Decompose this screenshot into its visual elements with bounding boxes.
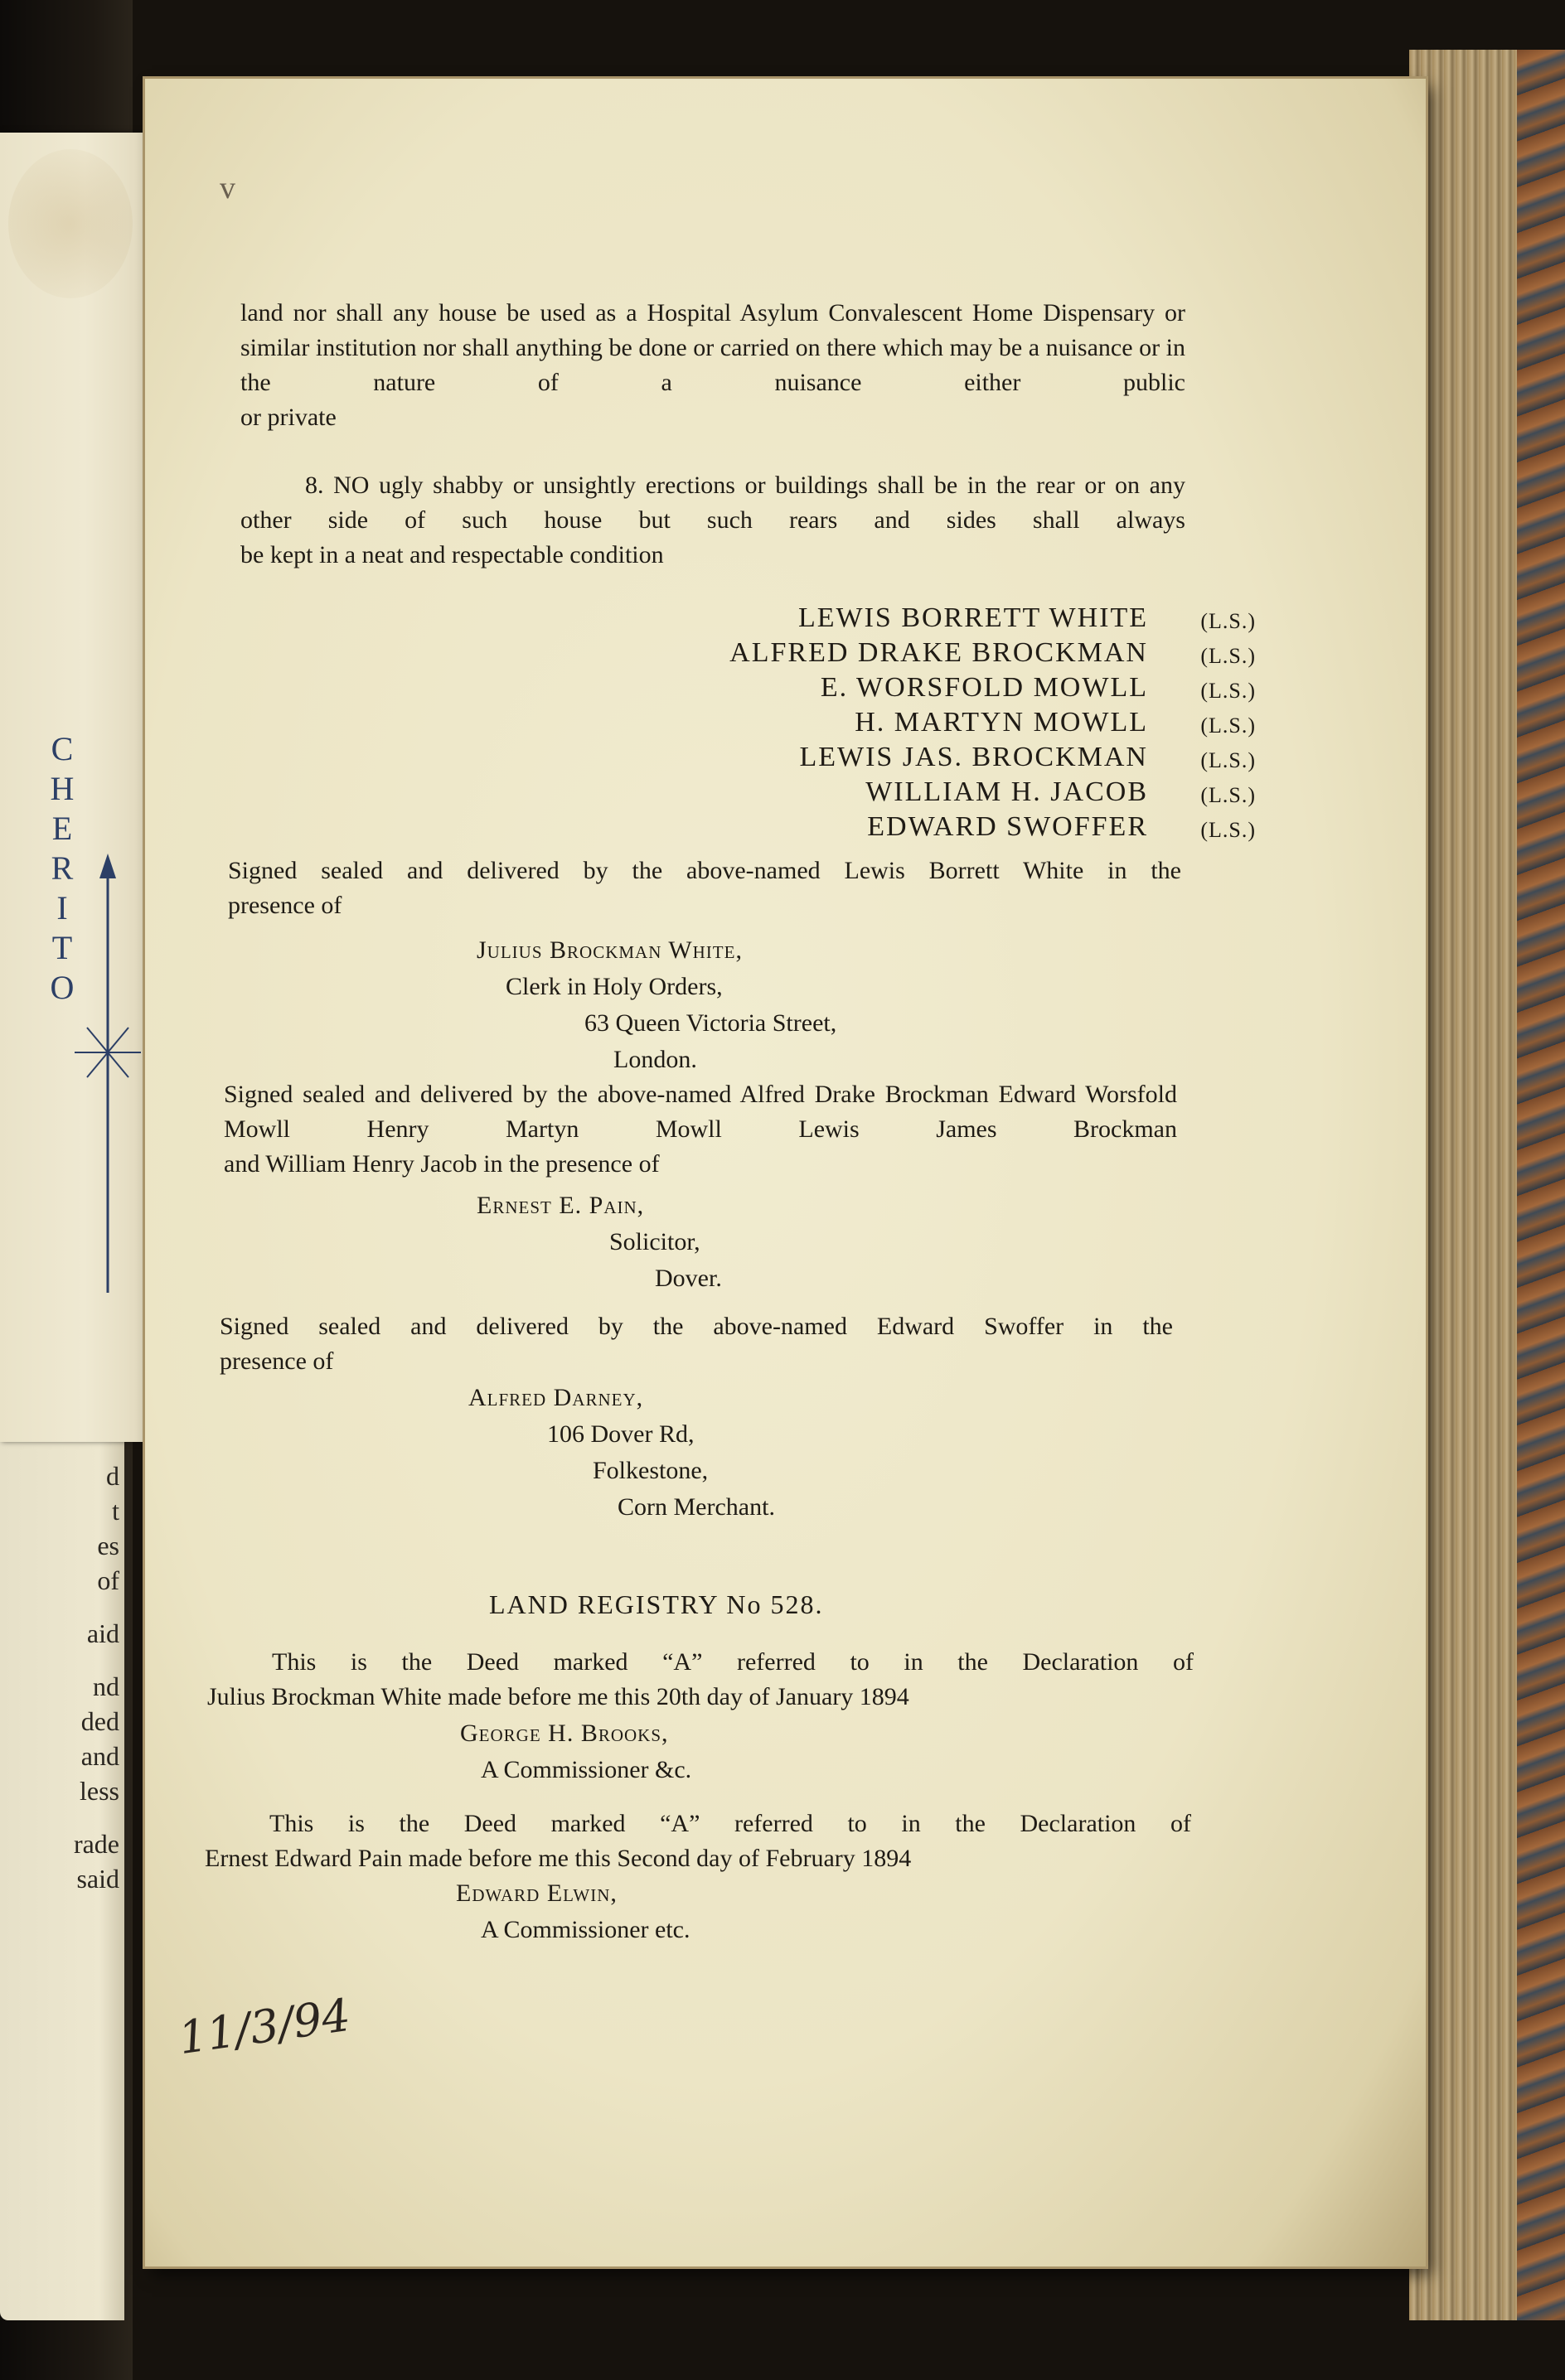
commissioner-title: A Commissioner &c. bbox=[481, 1756, 692, 1783]
witness-name-text: Alfred Darney, bbox=[468, 1384, 644, 1411]
paragraph-last-line: be kept in a neat and respectable condition bbox=[240, 541, 664, 568]
map-letter: T bbox=[51, 929, 73, 966]
declaration-text: This is the Deed marked “A” referred to in the Declaration of bbox=[269, 1810, 1191, 1837]
covenant-paragraph-8 bbox=[240, 468, 1185, 573]
left-gap bbox=[3, 1651, 119, 1669]
attestation-text: Signed sealed and delivered by the above-named Lewis Borrett White in the bbox=[228, 857, 1181, 884]
attestation-2 bbox=[224, 1077, 1177, 1182]
witness-address: 63 Queen Victoria Street, bbox=[584, 1009, 837, 1037]
declaration-last-line: Ernest Edward Pain made before me this Second day of February 1894 bbox=[205, 1845, 912, 1872]
covenant-paragraph-7 bbox=[240, 296, 1185, 435]
paragraph-last-line: or private bbox=[240, 404, 337, 431]
attestation-last-line: and William Henry Jacob in the presence of bbox=[224, 1150, 660, 1178]
left-fragment: aid bbox=[86, 1618, 119, 1648]
left-fragment: and bbox=[80, 1741, 119, 1771]
witness-city: Dover. bbox=[655, 1265, 722, 1292]
registry-declaration-1 bbox=[207, 1645, 1194, 1715]
attestation-text: Signed sealed and delivered by the above-named Alfred Drake Brockman Edward Worsfold Mowll Henry Martyn Mowll Lewis James Brockman bbox=[224, 1081, 1177, 1143]
registry-declaration-2 bbox=[205, 1807, 1191, 1876]
left-gap bbox=[3, 1598, 119, 1616]
marbled-board bbox=[1517, 50, 1565, 2320]
left-page bbox=[0, 1442, 124, 2320]
signatory-name: LEWIS JAS. BROCKMAN bbox=[799, 742, 1148, 772]
map-letter: H bbox=[50, 770, 75, 807]
page-body bbox=[145, 79, 1426, 2266]
left-fragment: of bbox=[97, 1565, 119, 1595]
left-page-text bbox=[3, 1458, 119, 1896]
commissioner-name-text: George H. Brooks, bbox=[460, 1720, 669, 1747]
attestation-last-line: presence of bbox=[220, 1347, 334, 1375]
seal-mark: (L.S.) bbox=[1200, 714, 1256, 738]
registry-heading: LAND REGISTRY No 528. bbox=[489, 1589, 824, 1619]
paragraph-text: 8. NO ugly shabby or unsightly erections or buildings shall be in the rear or on any other side of such house but such rears and sides shall always bbox=[240, 472, 1185, 534]
left-fragment: es bbox=[97, 1531, 119, 1560]
seal-mark: (L.S.) bbox=[1200, 818, 1256, 842]
attestation-3 bbox=[220, 1309, 1173, 1379]
declaration-last-line: Julius Brockman White made before me this 20th day of January 1894 bbox=[207, 1683, 909, 1710]
map-letter: I bbox=[56, 889, 68, 926]
witness-occupation: Solicitor, bbox=[609, 1228, 700, 1255]
attestation-text: Signed sealed and delivered by the above-named Edward Swoffer in the bbox=[220, 1313, 1173, 1340]
map-letter: E bbox=[51, 810, 73, 847]
map-letter: C bbox=[51, 730, 74, 767]
left-fragment: ded bbox=[80, 1706, 119, 1736]
signatory-name: WILLIAM H. JACOB bbox=[865, 776, 1148, 807]
seal-mark: (L.S.) bbox=[1200, 609, 1256, 633]
left-fragment: t bbox=[112, 1496, 119, 1526]
left-fragment: nd bbox=[93, 1671, 119, 1701]
seal-mark: (L.S.) bbox=[1200, 679, 1256, 703]
paragraph-text: land nor shall any house be used as a Hospital Asylum Convalescent Home Dispensary or similar institution nor shall anything be done or carried on there which may be a nuisance or in the nature of a nuisance either public bbox=[240, 299, 1185, 396]
signatory-row bbox=[477, 810, 1264, 844]
witness-occupation: Corn Merchant. bbox=[618, 1493, 775, 1521]
left-gap bbox=[3, 1808, 119, 1826]
signatory-row bbox=[477, 601, 1264, 636]
signatory-row bbox=[477, 705, 1264, 740]
left-fragment: d bbox=[106, 1461, 119, 1491]
map-letter: O bbox=[50, 969, 75, 1006]
signatory-row bbox=[477, 775, 1264, 810]
commissioner-name-text: Edward Elwin, bbox=[456, 1879, 618, 1907]
declaration-text: This is the Deed marked “A” referred to in the Declaration of bbox=[272, 1648, 1194, 1676]
witness-city: London. bbox=[613, 1046, 697, 1073]
seal-mark: (L.S.) bbox=[1200, 748, 1256, 772]
witness-occupation: Clerk in Holy Orders, bbox=[506, 973, 723, 1000]
map-stain bbox=[8, 149, 133, 298]
handwritten-date-note: 11/3/94 bbox=[175, 1988, 354, 2065]
left-fragment: said bbox=[76, 1864, 119, 1894]
signatory-row bbox=[477, 636, 1264, 670]
commissioner-title: A Commissioner etc. bbox=[481, 1916, 690, 1943]
signatory-name: H. MARTYN MOWLL bbox=[855, 707, 1148, 738]
left-fragment: rade bbox=[73, 1829, 119, 1859]
deed-page bbox=[145, 79, 1426, 2266]
signatory-name: E. WORSFOLD MOWLL bbox=[820, 672, 1148, 703]
witness-name-text: Julius Brockman White, bbox=[477, 936, 743, 964]
signatory-row bbox=[477, 670, 1264, 705]
page-mark: v bbox=[220, 171, 235, 206]
signatory-name: LEWIS BORRETT WHITE bbox=[797, 602, 1148, 633]
left-fragment: less bbox=[80, 1776, 119, 1806]
commissioner-name bbox=[460, 1715, 669, 1752]
attestation-1 bbox=[228, 854, 1181, 923]
seal-mark: (L.S.) bbox=[1200, 783, 1256, 807]
signatory-row bbox=[477, 740, 1264, 775]
witness-name bbox=[477, 1188, 644, 1224]
witness-name bbox=[477, 932, 743, 969]
compass-arrow-icon bbox=[58, 845, 149, 1309]
witness-name-text: Ernest E. Pain, bbox=[477, 1192, 645, 1219]
witness-name bbox=[468, 1380, 643, 1416]
signatory-name: EDWARD SWOFFER bbox=[867, 811, 1148, 842]
map-letter: R bbox=[51, 849, 74, 887]
attestation-last-line: presence of bbox=[228, 892, 342, 919]
signatory-name: ALFRED DRAKE BROCKMAN bbox=[729, 637, 1148, 668]
witness-city: Folkestone, bbox=[593, 1457, 709, 1484]
seal-mark: (L.S.) bbox=[1200, 644, 1256, 668]
signatory-list bbox=[477, 601, 1264, 844]
witness-address: 106 Dover Rd, bbox=[547, 1420, 695, 1448]
commissioner-name bbox=[456, 1875, 618, 1912]
